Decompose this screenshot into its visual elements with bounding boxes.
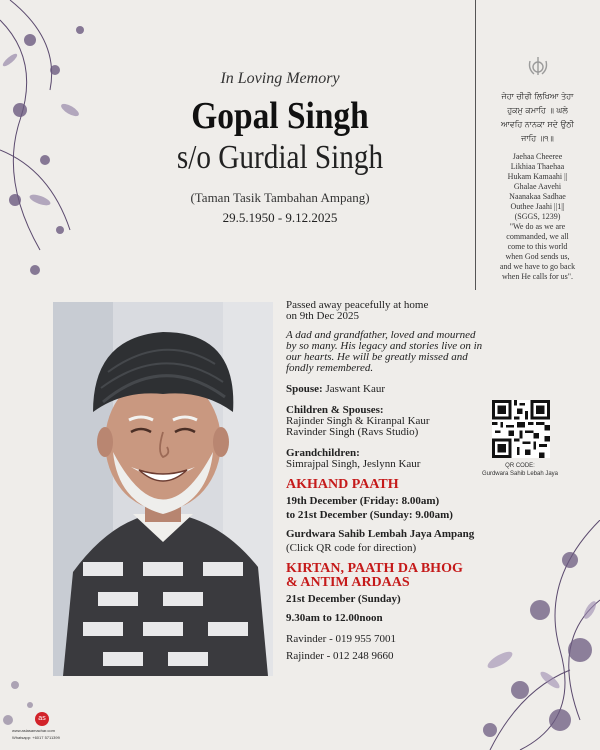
- tribute-line: by so many. His legacy and stories live on in: [286, 340, 483, 352]
- gurmukhi-line: ਆਵਹਿ ਨਾਨਕਾ ਸਦੇ ਉਠੀ: [501, 120, 574, 129]
- venue-note: (Click QR code for direction): [286, 542, 417, 554]
- location: (Taman Tasik Tambahan Ampang): [190, 190, 370, 205]
- transliteration: [480, 152, 595, 222]
- translation-line: when God sends us,: [505, 252, 570, 261]
- transliteration-line: Naanakaa Sadhae: [509, 192, 566, 201]
- akhand-paath-heading: AKHAND PAATH: [286, 477, 399, 492]
- qr-caption-venue: Gurdwara Sahib Lebah Jaya: [481, 471, 559, 477]
- deceased-name: Gopal Singh: [191, 95, 369, 137]
- transliteration-line: Outhee Jaahi ||1||: [510, 202, 565, 211]
- kirtan-heading: KIRTAN, PAATH DA BHOG: [286, 561, 463, 576]
- gurmukhi-line: ਜੇਹਾ ਚੀਰੀ ਲਿਖਿਆ ਤੇਹਾ: [501, 92, 574, 101]
- memorial-header: [120, 70, 440, 226]
- portrait-photo: [53, 302, 273, 676]
- gurmukhi-line: ਹੁਕਮੁ ਕਮਾਹਿ ॥ ਘਲੇ: [507, 106, 568, 115]
- transliteration-line: Hukam Kamaahi ||: [507, 172, 568, 181]
- translation-line: commanded, we all: [506, 232, 569, 241]
- akhand-date-line: to 21st December (Sunday: 9.00am): [286, 509, 453, 521]
- publisher-logo: as: [35, 712, 49, 726]
- transliteration-line: Likhiaa Thaehaa: [510, 162, 565, 171]
- kirtan-heading: & ANTIM ARDAAS: [286, 575, 410, 590]
- scripture-quote: [480, 55, 595, 282]
- spouse-value: Jaswant Kaur: [325, 383, 386, 395]
- scripture-reference: (SGGS, 1239): [514, 212, 561, 221]
- contact-line: Ravinder - 019 955 7001: [286, 633, 396, 645]
- spouse-label: Spouse:: [286, 383, 323, 395]
- english-translation: [480, 222, 595, 282]
- gurmukhi-verse: [480, 90, 595, 146]
- qr-code[interactable]: [492, 400, 550, 458]
- publisher-whatsapp: Whatsapp: +6017 5711399: [12, 735, 60, 740]
- tribute-line: A dad and grandfather, loved and mourned: [286, 329, 476, 341]
- gurmukhi-line: ਜਾਹਿ ॥੧॥: [521, 134, 554, 143]
- relation-line: s/o Gurdial Singh: [176, 139, 384, 176]
- qr-caption: [470, 462, 570, 478]
- transliteration-line: Jaehaa Cheeree: [512, 152, 563, 161]
- grandchildren-value: Simrajpal Singh, Jeslynn Kaur: [286, 458, 421, 470]
- tagline: In Loving Memory: [220, 70, 340, 87]
- floral-decoration-top-left: [0, 0, 120, 300]
- translation-line: come to this world: [507, 242, 568, 251]
- life-dates: 29.5.1950 - 9.12.2025: [222, 210, 338, 225]
- publisher-url: www.asiasamachar.com: [12, 728, 55, 733]
- venue-name: Gurdwara Sahib Lembah Jaya Ampang: [286, 528, 475, 540]
- children-line: Rajinder Singh & Kiranpal Kaur: [286, 415, 430, 427]
- khanda-icon: [527, 55, 549, 77]
- intro-line: on 9th Dec 2025: [286, 310, 360, 322]
- tribute-line: fondly remembered.: [286, 362, 374, 374]
- obituary-details: [286, 300, 506, 662]
- children-line: Ravinder Singh (Ravs Studio): [286, 426, 419, 438]
- translation-line: when He calls for us".: [501, 272, 574, 281]
- intro-line: Passed away peacefully at home: [286, 299, 429, 311]
- transliteration-line: Ghalae Aavehi: [513, 182, 562, 191]
- spouse-row: [286, 384, 506, 395]
- tribute-line: our hearts. He will be greatly missed and: [286, 351, 468, 363]
- children-label: Children & Spouses:: [286, 404, 384, 416]
- translation-line: and we have to go back: [499, 262, 576, 271]
- kirtan-time: 9.30am to 12.00noon: [286, 612, 383, 624]
- publisher-brand: [12, 712, 92, 740]
- kirtan-date: 21st December (Sunday): [286, 593, 401, 605]
- qr-caption-title: QR CODE:: [505, 463, 535, 469]
- akhand-date-line: 19th December (Friday: 8.00am): [286, 495, 440, 507]
- contact-line: Rajinder - 012 248 9660: [286, 650, 394, 662]
- grandchildren-label: Grandchildren:: [286, 447, 360, 459]
- translation-line: "We do as we are: [509, 222, 566, 231]
- vertical-divider: [475, 0, 476, 290]
